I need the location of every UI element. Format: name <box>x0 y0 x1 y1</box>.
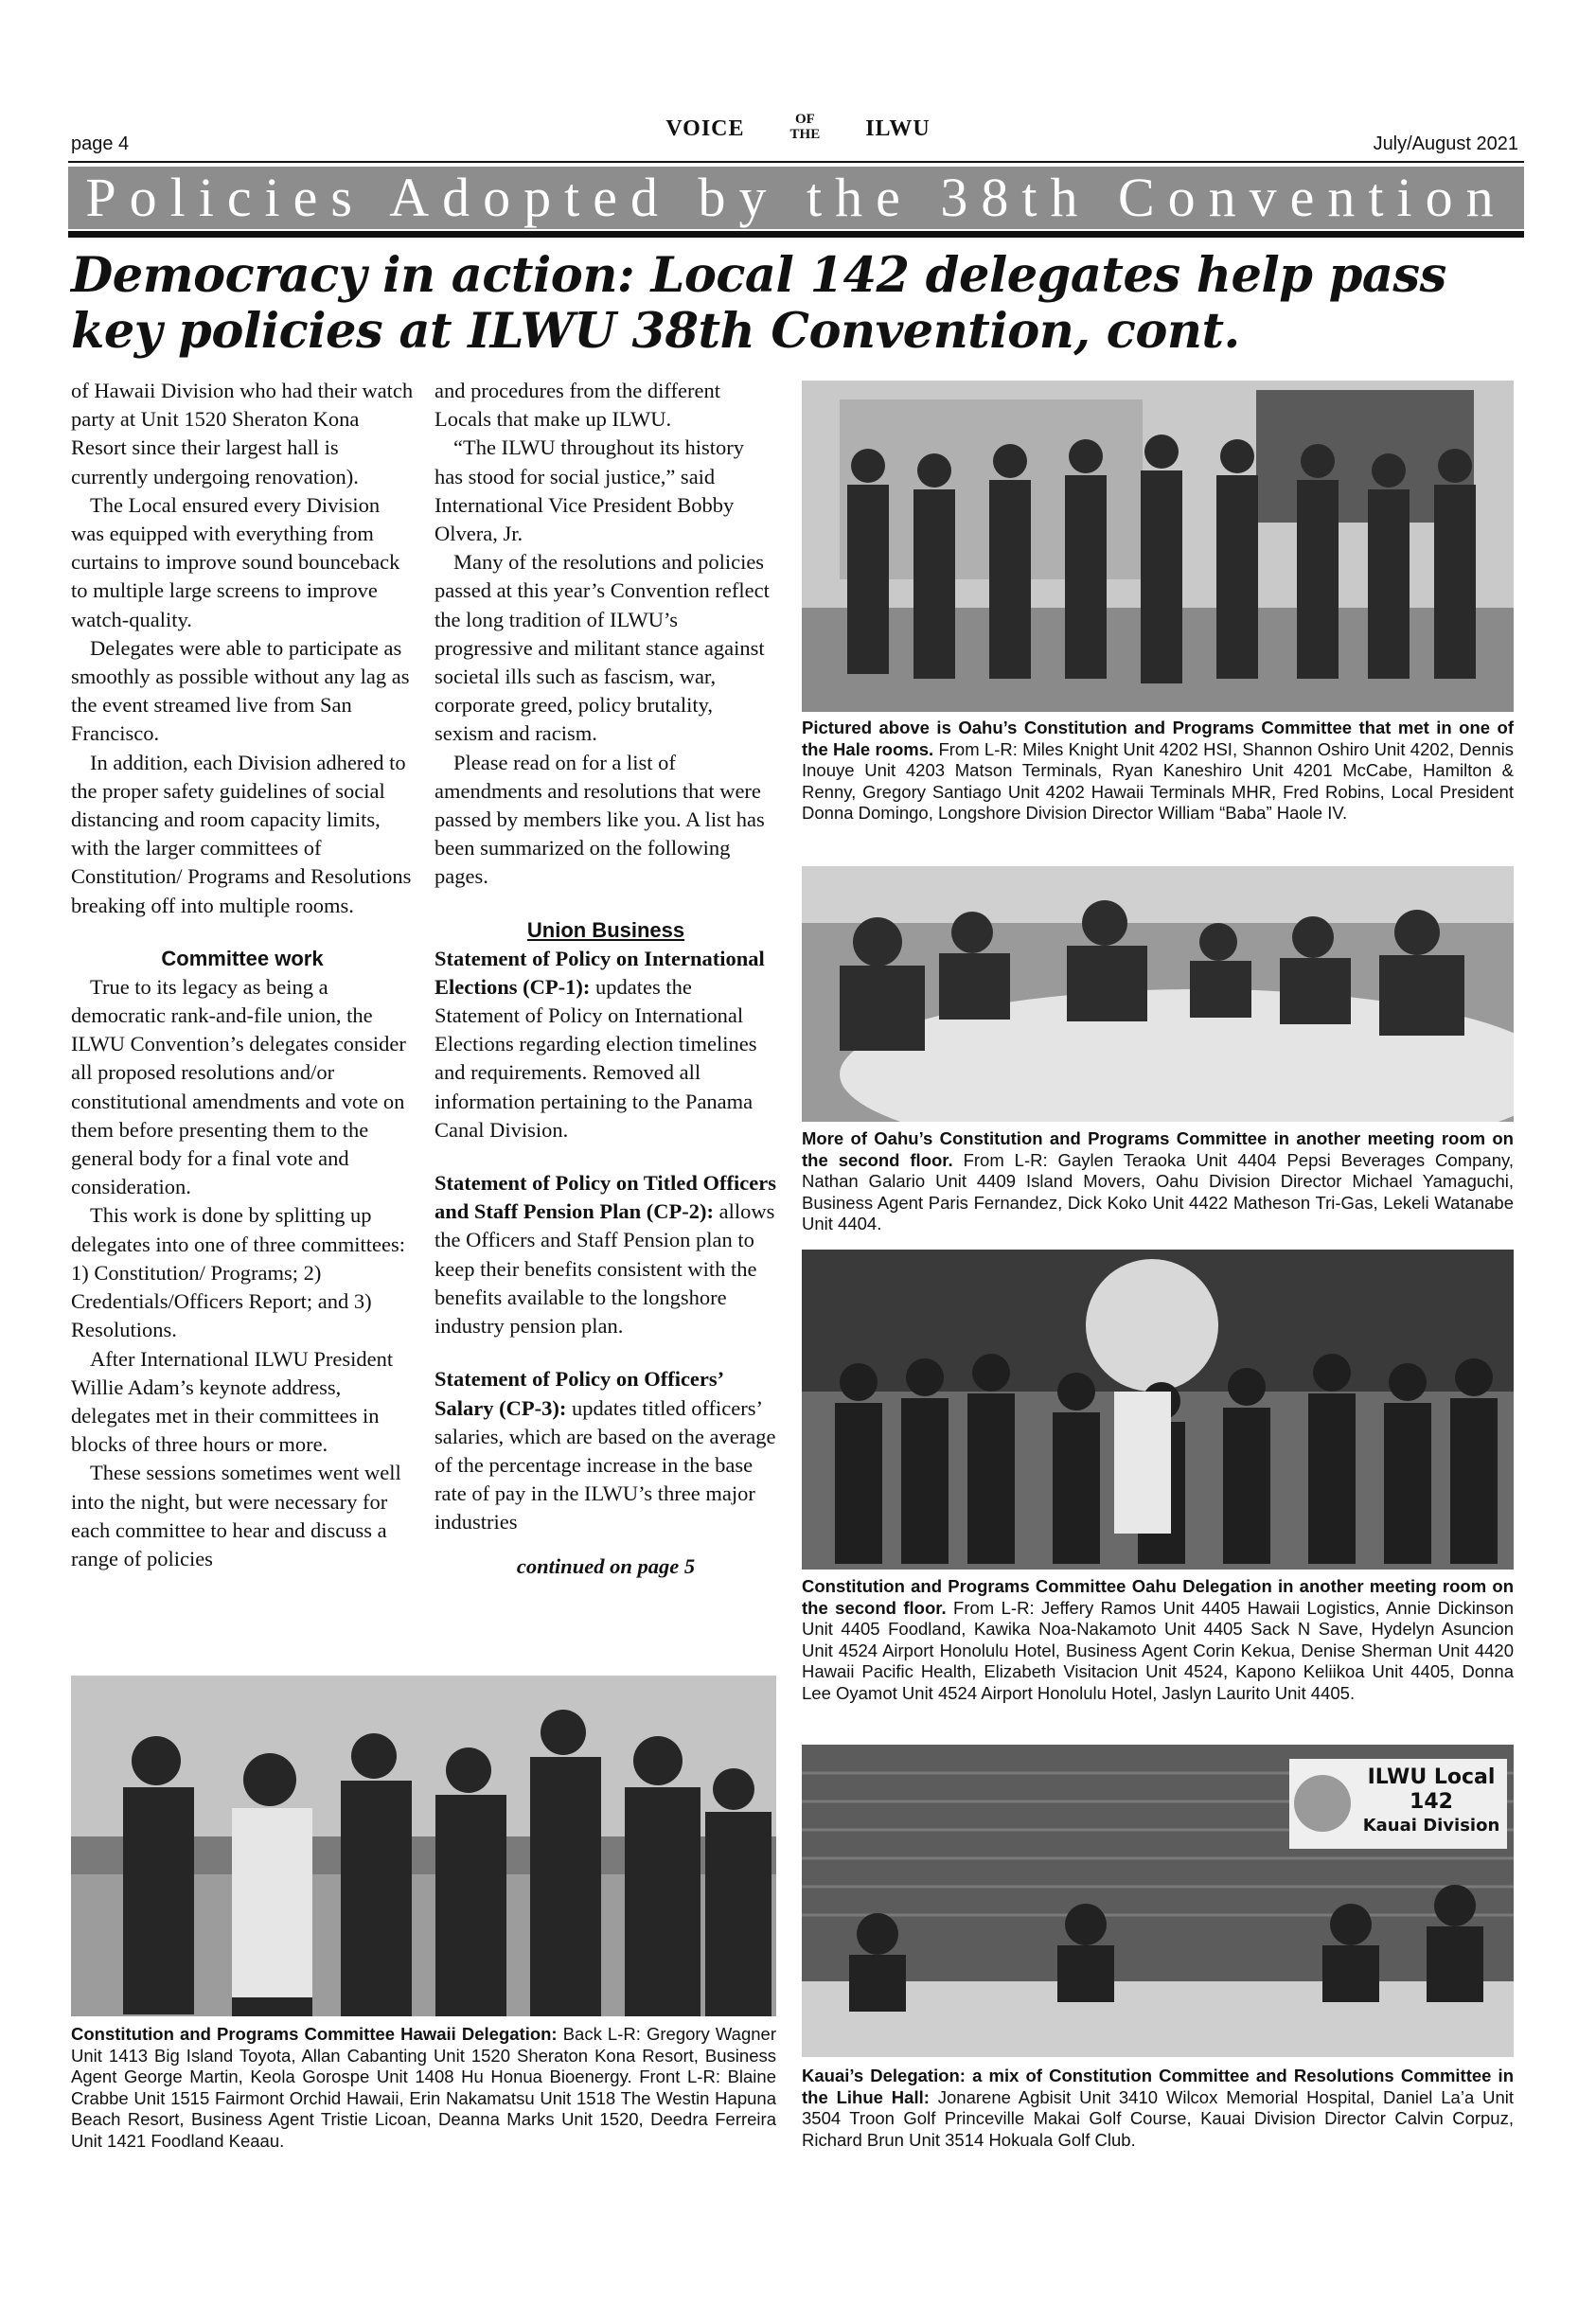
paragraph: Many of the resolutions and policies passed at this year’s Convention reflect the long tradition of ILWU’s progressive and militant stance against societal ills such as fascism, war, corporate greed, policy brutality, sexism and racism. <box>434 550 770 746</box>
masthead-the: THE <box>789 127 821 142</box>
photo-oahu-committee-second-floor <box>802 866 1514 1122</box>
masthead-of: OF <box>794 112 815 127</box>
caption-text: Jonarene Agbisit Unit 3410 Wilcox Memorial Hospital, Daniel La’a Unit 3504 Troon Golf Princeville Makai Golf Course, Kauai Division Director Calvin Corpuz, Richard Brun Unit 3514 Hokuala Golf Club. <box>802 2086 1514 2150</box>
kauai-sign-line-1: ILWU Local 142 <box>1367 1765 1496 1814</box>
caption-bold: Constitution and Programs Committee Oahu Delegation in another meeting room on the second floor. <box>802 1576 1514 1618</box>
paragraph: Please read on for a list of amendments and resolutions that were passed by members like you. A list has been summarized on the following pages. <box>434 750 765 889</box>
policy-cp3 <box>434 1365 777 1536</box>
continued-notice: continued on page 5 <box>516 1553 696 1578</box>
policy-text: updates titled officers’ salaries, which are based on the average of the percentage increase in the base rate of pay in the ILWU’s three major industries <box>434 1395 776 1534</box>
caption-bold: Kauai’s Delegation: a mix of Constitution Committee and Resolutions Committee in the Lihue Hall: <box>802 2066 1514 2107</box>
kauai-sign <box>1360 1765 1502 1837</box>
paragraph: “The ILWU throughout its history has stood for social justice,” said International Vice President Bobby Olvera, Jr. <box>434 435 745 546</box>
photo-kauai-delegation <box>802 1745 1514 2057</box>
caption-text: Back L-R: Gregory Wagner Unit 1413 Big Island Toyota, Allan Cabanting Unit 1520 Sheraton Kona Resort, Business Agent George Martin, Keola Gorospe Unit 1408 Hu Honua Bioenergy. Front L-R: Blaine Crabbe Unit 1515 Fairmont Orchid Hawaii, Erin Nakamatsu Unit 1518 The Westin Hapuna Beach Resort, Business Agent Tristie Licoan, Deanna Marks Unit 1520, Deedra Ferreira Unit 1421 Foodland Keaau. <box>71 2024 776 2151</box>
kauai-sign-line-2: Kauai Division <box>1362 1816 1500 1836</box>
masthead-of-the <box>790 112 821 142</box>
subheading-union-business: Union Business <box>526 917 685 942</box>
policy-title: Statement of Policy on International Elections (CP-1): <box>434 946 765 999</box>
page-number: page 4 <box>71 133 130 154</box>
caption-text: From L-R: Miles Knight Unit 4202 HSI, Shannon Oshiro Unit 4202, Dennis Inouye Unit 4203 Matson Terminals, Ryan Kaneshiro Unit 4201 McCabe, Hamilton & Renny, Gregory Santiago Unit 4202 Hawaii Terminals MHR, Fred Robins, Local President Donna Domingo, Longshore Division Director William “Baba” Haole IV. <box>802 738 1514 824</box>
paragraph: After International ILWU President Willie Adam’s keynote address, delegates met in their committees in blocks of three hours or more. <box>71 1346 394 1457</box>
article-column-2 <box>434 377 777 1581</box>
policy-title: Statement of Policy on Officers’ Salary (CP-3): <box>434 1367 723 1420</box>
article-column-1 <box>71 377 414 1573</box>
paragraph: and procedures from the different Locals that make up ILWU. <box>434 379 720 432</box>
policy-text: updates the Statement of Policy on International Elections regarding election timelines and requirements. Removed all information pertaining to the Panama Canal Division. <box>434 974 757 1142</box>
caption-photo-2 <box>802 1128 1514 1235</box>
subheading-committee-work: Committee work <box>161 946 324 970</box>
caption-text: From L-R: Gaylen Teraoka Unit 4404 Pepsi Beverages Company, Nathan Galario Unit 4409 Island Movers, Oahu Division Director Michael Yamaguchi, Business Agent Paris Fernandez, Dick Koko Unit 4422 Matheson Tri-Gas, Lekeli Watanabe Unit 4404. <box>802 1149 1514 1234</box>
caption-photo-1 <box>802 718 1514 825</box>
paragraph: The Local ensured every Division was equipped with everything from curtains to improve sound bounceback to multiple large screens to improve watch-quality. <box>71 492 400 631</box>
headline: Democracy in action: Local 142 delegates help pass key policies at ILWU 38th Convention, cont. <box>71 247 1446 360</box>
caption-photo-4 <box>71 2024 776 2153</box>
caption-bold: More of Oahu’s Constitution and Programs Committee in another meeting room on the second floor. <box>802 1128 1514 1170</box>
policy-text: allows the Officers and Staff Pension plan to keep their benefits consistent with the benefits available to the longshore industry pension plan. <box>434 1199 775 1339</box>
masthead-ilwu: ILWU <box>865 116 931 141</box>
caption-bold: Constitution and Programs Committee Hawaii Delegation: <box>71 2024 558 2044</box>
policy-cp2 <box>434 1169 777 1340</box>
masthead-voice: VOICE <box>665 116 745 141</box>
paragraph: This work is done by splitting up delegates into one of three committees: 1) Constitution/ Programs; 2) Credentials/Officers Report; and 3) Resolutions. <box>71 1203 406 1342</box>
masthead-title <box>0 112 1596 142</box>
paragraph: True to its legacy as being a democratic rank-and-file union, the ILWU Convention’s delegates consider all proposed resolutions and/or constitutional amendments and vote on them before presenting them to the general body for a final vote and consideration. <box>71 974 406 1199</box>
paragraph: These sessions sometimes went well into the night, but were necessary for each committee to hear and discuss a range of policies <box>71 1461 401 1570</box>
photo-oahu-delegation-group <box>802 1250 1514 1570</box>
issue-date: July/August 2021 <box>1373 133 1518 154</box>
caption-text: From L-R: Jeffery Ramos Unit 4405 Hawaii Logistics, Annie Dickinson Unit 4405 Foodland, Kawika Noa-Nakamoto Unit 4405 Sack N Save, Hydelyn Asuncion Unit 4524 Airport Honolulu Hotel, Business Agent Corin Kekua, Denise Sherman Unit 4420 Hawaii Pacific Health, Elizabeth Visitacion Unit 4524, Kapono Keliikoa Unit 4405, Donna Lee Oyamot Unit 4524 Airport Honolulu Hotel, Jaslyn Laurito Unit 4405. <box>802 1597 1514 1703</box>
policy-cp1 <box>434 945 777 1144</box>
photo-hawaii-delegation <box>71 1676 776 2016</box>
photo-oahu-committee-hale-room <box>802 381 1514 712</box>
paragraph: of Hawaii Division who had their watch party at Unit 1520 Sheraton Kona Resort since their largest hall is currently undergoing renovation). <box>71 379 414 488</box>
section-banner: Policies Adopted by the 38th Convention <box>68 167 1524 229</box>
caption-photo-3 <box>802 1576 1514 1705</box>
paragraph: In addition, each Division adhered to the proper safety guidelines of social distancing and room capacity limits, with the larger committees of Constitution/ Programs and Resolutions breaking off into multiple rooms. <box>71 750 412 917</box>
masthead-rule <box>68 161 1524 163</box>
paragraph: Delegates were able to participate as smoothly as possible without any lag as the event streamed live from San Francisco. <box>71 635 410 746</box>
caption-bold: Pictured above is Oahu’s Constitution and Programs Committee that met in one of the Hale rooms. <box>802 718 1514 759</box>
banner-rule <box>68 231 1524 238</box>
caption-photo-5 <box>802 2066 1514 2151</box>
policy-title: Statement of Policy on Titled Officers and Staff Pension Plan (CP-2): <box>434 1171 776 1224</box>
